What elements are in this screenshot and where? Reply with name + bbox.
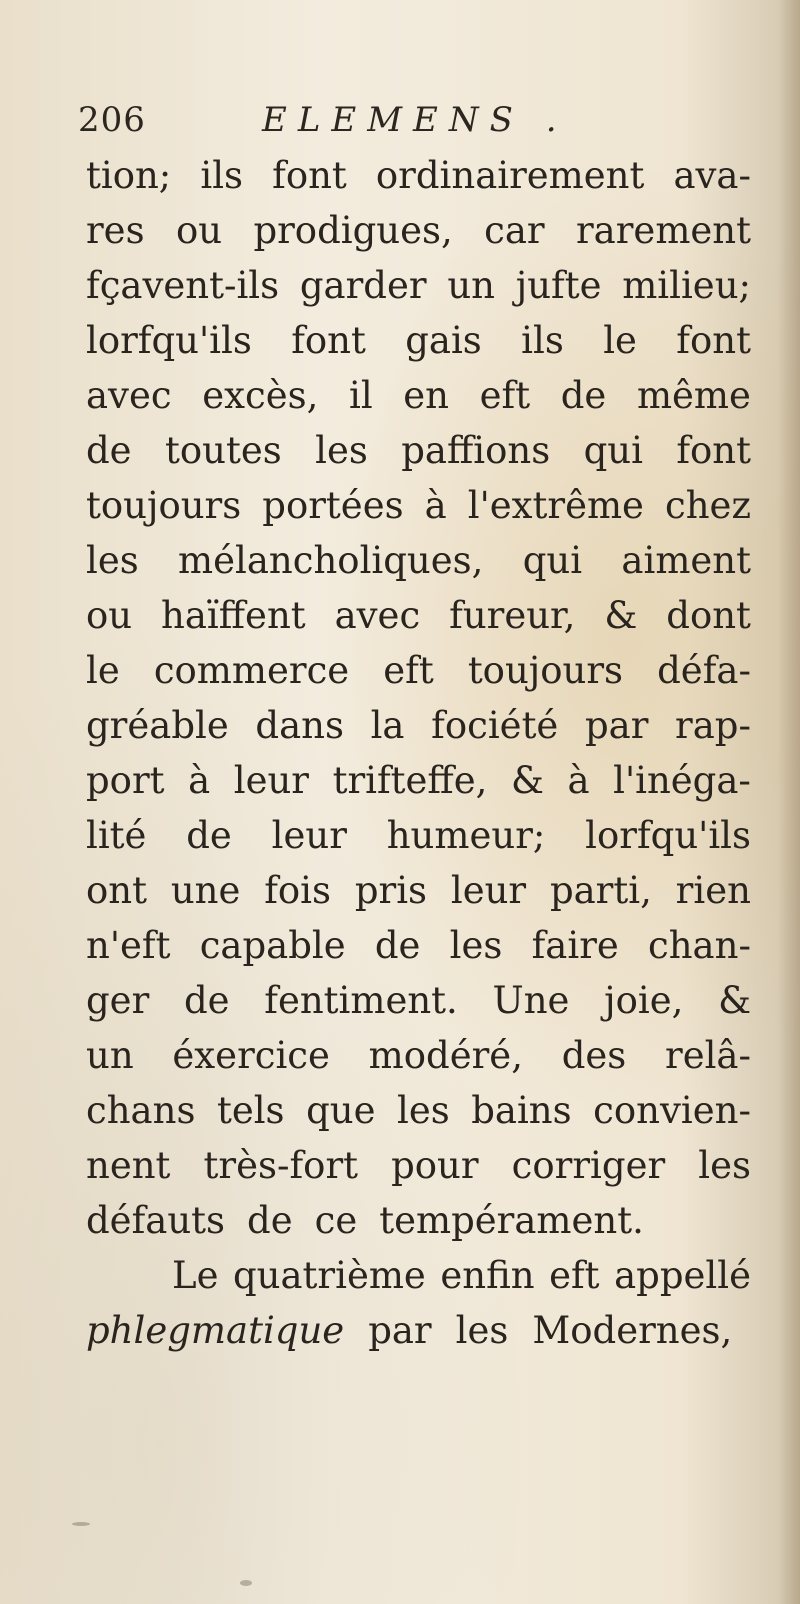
text-word: milieu; xyxy=(622,264,751,307)
text-line xyxy=(86,1303,751,1358)
text-line xyxy=(86,1193,751,1248)
text-line xyxy=(86,478,751,533)
text-word: nent xyxy=(86,1144,171,1187)
text-word: haïffent xyxy=(161,594,306,637)
text-word: paffions xyxy=(401,429,551,472)
text-line xyxy=(86,423,751,478)
text-line xyxy=(86,698,751,753)
text-word: tion; xyxy=(86,154,172,197)
text-word: ger xyxy=(86,979,150,1022)
text-word: à xyxy=(567,759,590,802)
text-word: bains xyxy=(471,1089,572,1132)
text-word: très-fort xyxy=(203,1144,358,1187)
text-word: font xyxy=(676,429,751,472)
page-header xyxy=(78,100,738,152)
page-edge-shadow xyxy=(778,0,800,1604)
text-line xyxy=(86,643,751,698)
text-word: ont xyxy=(86,869,147,912)
text-word: toujours xyxy=(86,484,242,527)
text-word: de xyxy=(86,429,132,472)
text-word: prodigues, xyxy=(253,209,453,252)
text-word: l'extrême xyxy=(467,484,644,527)
text-word: dans xyxy=(255,704,344,747)
text-word: rap- xyxy=(675,704,751,747)
text-word: ce xyxy=(314,1199,358,1242)
text-word: par xyxy=(584,704,649,747)
text-word: ordinairement xyxy=(375,154,645,197)
text-line xyxy=(86,918,751,973)
text-line xyxy=(86,1138,751,1193)
text-line xyxy=(86,808,751,863)
text-word: défa- xyxy=(657,649,751,692)
text-word: Le xyxy=(172,1254,219,1297)
text-word: de xyxy=(247,1199,293,1242)
text-word: toutes xyxy=(164,429,282,472)
text-word: la xyxy=(370,704,405,747)
text-word: les xyxy=(449,924,503,967)
text-word: font xyxy=(291,319,366,362)
text-word: rien xyxy=(675,869,751,912)
text-word: & xyxy=(510,759,544,802)
text-word: fois xyxy=(264,869,331,912)
text-word: ils xyxy=(200,154,244,197)
text-word: eft xyxy=(479,374,531,417)
text-word: Modernes, xyxy=(532,1309,733,1352)
page-number: 206 xyxy=(78,100,146,140)
text-word: qui xyxy=(522,539,583,582)
text-word: de xyxy=(186,814,232,857)
text-word: capable xyxy=(199,924,346,967)
text-word: des xyxy=(561,1034,627,1077)
text-word: de xyxy=(374,924,421,967)
text-word: joie, xyxy=(604,979,684,1022)
text-word: appellé xyxy=(614,1254,751,1297)
text-word: port xyxy=(86,759,165,802)
text-word: lorfqu'ils xyxy=(585,814,751,857)
text-word: l'inéga- xyxy=(613,759,751,802)
text-word: chez xyxy=(665,484,751,527)
text-word: que xyxy=(306,1089,376,1132)
text-line xyxy=(86,148,751,203)
text-word: & xyxy=(604,594,638,637)
text-word: de xyxy=(183,979,230,1022)
text-word: parti, xyxy=(549,869,652,912)
text-word: rarement xyxy=(575,209,751,252)
text-word: à xyxy=(188,759,211,802)
text-word: en xyxy=(403,374,450,417)
text-word: tels xyxy=(216,1089,285,1132)
text-line xyxy=(86,203,751,258)
text-word: les xyxy=(455,1309,509,1352)
text-word: une xyxy=(170,869,241,912)
text-word: dont xyxy=(666,594,751,637)
text-word: lité xyxy=(86,814,147,857)
text-line xyxy=(86,313,751,368)
text-line xyxy=(86,1083,751,1138)
text-word: à xyxy=(424,484,447,527)
text-word: portées xyxy=(262,484,404,527)
text-word: car xyxy=(484,209,545,252)
text-word: un xyxy=(86,1034,134,1077)
text-word: font xyxy=(272,154,347,197)
text-word: éxercice xyxy=(172,1034,330,1077)
text-word: lorfqu'ils xyxy=(86,319,252,362)
text-word: leur xyxy=(271,814,347,857)
text-word: garder xyxy=(299,264,427,307)
text-word: par xyxy=(368,1309,432,1352)
text-word: fureur, xyxy=(449,594,576,637)
text-word: res xyxy=(86,209,145,252)
text-word: ava- xyxy=(673,154,751,197)
text-line xyxy=(86,258,751,313)
text-word: pour xyxy=(391,1144,479,1187)
text-word: corriger xyxy=(511,1144,666,1187)
text-word: gréable xyxy=(86,704,229,747)
text-word: excès, xyxy=(202,374,319,417)
text-word: quatrième xyxy=(232,1254,426,1297)
text-word: tempérament. xyxy=(379,1199,644,1242)
text-word: humeur; xyxy=(386,814,546,857)
text-word: gais xyxy=(405,319,482,362)
paragraph-first-line xyxy=(86,1248,751,1303)
text-word: ou xyxy=(175,209,223,252)
text-line xyxy=(86,753,751,808)
text-word: les xyxy=(698,1144,751,1187)
text-word: relâ- xyxy=(665,1034,751,1077)
text-word: enfin xyxy=(440,1254,535,1297)
text-word: faire xyxy=(531,924,619,967)
text-word: le xyxy=(603,319,637,362)
text-line xyxy=(86,863,751,918)
text-word: phlegmatique xyxy=(86,1309,345,1352)
text-line xyxy=(86,588,751,643)
text-word: ou xyxy=(86,594,133,637)
text-word: ils xyxy=(521,319,564,362)
text-word: leur xyxy=(450,869,527,912)
text-line xyxy=(86,533,751,588)
text-word: chan- xyxy=(648,924,751,967)
text-word: n'eft xyxy=(86,924,171,967)
text-word: qui xyxy=(583,429,643,472)
text-word: les xyxy=(397,1089,450,1132)
text-word: eft xyxy=(383,649,434,692)
running-title: ELEMENS . xyxy=(262,100,568,140)
text-word: Une xyxy=(492,979,570,1022)
text-word: mélancholiques, xyxy=(178,539,484,582)
text-line xyxy=(86,973,751,1028)
text-word: & xyxy=(718,979,751,1022)
body-text xyxy=(86,148,751,1358)
text-word: pris xyxy=(354,869,428,912)
text-word: les xyxy=(315,429,368,472)
text-line xyxy=(86,368,751,423)
text-word: modéré, xyxy=(368,1034,523,1077)
text-word: trifteffe, xyxy=(332,759,488,802)
text-word: aiment xyxy=(621,539,751,582)
text-word: de xyxy=(560,374,607,417)
text-word: chans xyxy=(86,1089,196,1132)
text-word: font xyxy=(676,319,751,362)
text-word: leur xyxy=(233,759,309,802)
text-word: commerce xyxy=(153,649,350,692)
text-word: fociété xyxy=(431,704,559,747)
text-word: fentiment. xyxy=(264,979,458,1022)
text-word: toujours xyxy=(467,649,624,692)
text-word: il xyxy=(348,374,373,417)
text-word: un xyxy=(447,264,495,307)
ink-smudge xyxy=(240,1580,252,1586)
text-word: avec xyxy=(86,374,172,417)
text-line xyxy=(86,1028,751,1083)
text-word: même xyxy=(636,374,751,417)
text-word: eft xyxy=(549,1254,600,1297)
text-word: défauts xyxy=(86,1199,226,1242)
text-word: les xyxy=(86,539,139,582)
text-word: avec xyxy=(334,594,421,637)
text-word: le xyxy=(86,649,120,692)
text-word: fçavent-ils xyxy=(86,264,280,307)
ink-smudge xyxy=(72,1522,90,1526)
text-word: convien- xyxy=(593,1089,751,1132)
text-word: jufte xyxy=(515,264,602,307)
